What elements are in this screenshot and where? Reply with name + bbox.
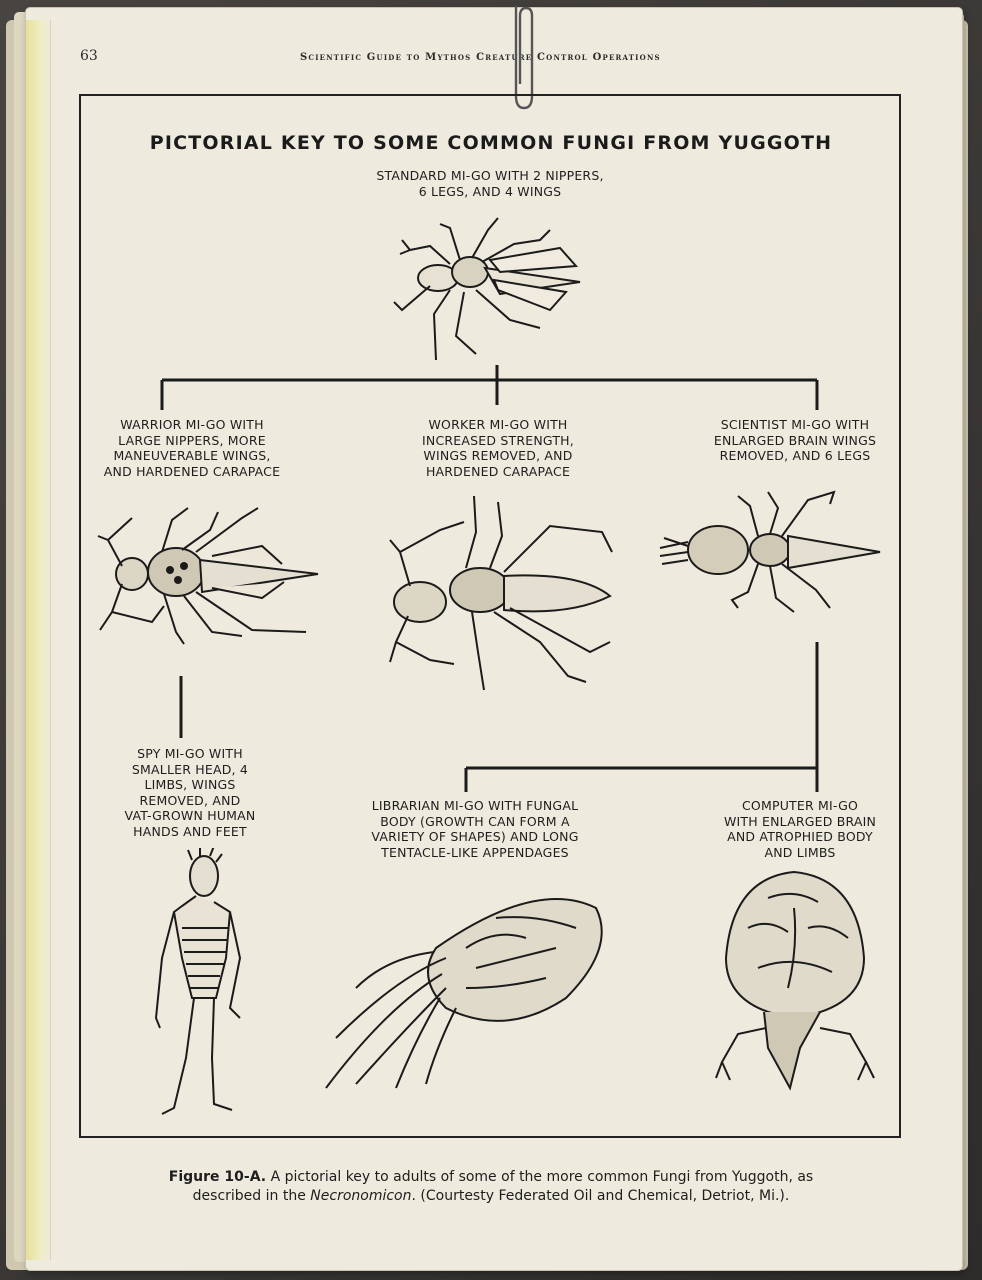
page-number: 63 [80,48,98,64]
caption-line-2 [0,1187,982,1206]
caption-text-1: A pictorial key to adults of some of the more common Fungi from Yuggoth, as [266,1169,814,1185]
label-line: INCREASED STRENGTH, [422,432,574,448]
label-line: LIBRARIAN MI-GO WITH FUNGAL [371,798,579,813]
librarian-mi-go-illustration [316,888,612,1098]
label-line: SPY MI-GO WITH [137,746,243,761]
label-line: 6 LEGS, AND 4 WINGS [418,183,562,199]
label-line: WORKER MI-GO WITH [428,417,568,432]
caption-text-2: described in the [192,1188,311,1204]
label-line: TENTACLE-LIKE APPENDAGES [381,844,569,860]
label-line: LARGE NIPPERS, MORE [118,432,266,448]
label-line: WARRIOR MI-GO WITH [120,417,264,432]
label-line: VARIETY OF SHAPES) AND LONG [371,829,579,844]
label-line: LIMBS, WINGS [144,777,236,792]
label-line: HANDS AND FEET [133,823,247,839]
label-line: HARDENED CARAPACE [425,463,571,479]
label-line: WITH ENLARGED BRAIN [723,813,877,829]
node-label-spy [90,746,290,839]
node-label-standard [340,168,640,199]
spy-mi-go-illustration [148,848,258,1124]
label-line: AND LIMBS [764,844,836,860]
running-head: Scientific Guide to Mythos Creature Control Operations [300,52,661,63]
label-line: SMALLER HEAD, 4 [131,761,249,777]
node-label-scientist [685,417,905,464]
node-label-computer [695,798,905,860]
caption-book-title: Necronomicon [310,1188,412,1204]
label-line: AND HARDENED CARAPACE [103,463,281,479]
figure-caption [0,1168,982,1206]
label-line: SCIENTIST MI-GO WITH [720,417,870,432]
label-line: BODY (GROWTH CAN FORM A [380,813,570,829]
label-line: AND ATROPHIED BODY [727,829,873,844]
scientist-mi-go-illustration [658,488,888,618]
caption-figure-label: Figure 10-A. [168,1169,267,1185]
caption-line-1 [0,1168,982,1187]
warrior-mi-go-illustration [92,500,322,660]
label-line: VAT-GROWN HUMAN [124,808,256,823]
computer-mi-go-illustration [708,868,882,1098]
diagram-title: PICTORIAL KEY TO SOME COMMON FUNGI FROM YUGGOTH [149,132,833,154]
label-line: REMOVED, AND 6 LEGS [719,448,871,463]
label-line: STANDARD MI-GO WITH 2 NIPPERS, [376,168,604,183]
label-line: MANEUVERABLE WINGS, [113,448,271,463]
label-line: REMOVED, AND [139,792,241,808]
label-line: COMPUTER MI-GO [742,798,858,813]
standard-mi-go-illustration [390,210,590,370]
label-line: ENLARGED BRAIN WINGS [713,432,877,448]
node-label-worker [388,417,608,479]
caption-text-3: . (Courtesty Federated Oil and Chemical, Detriot, Mi.). [411,1188,790,1204]
node-label-librarian [340,798,610,860]
worker-mi-go-illustration [380,492,620,692]
node-label-warrior [82,417,302,479]
label-line: WINGS REMOVED, AND [423,448,573,463]
